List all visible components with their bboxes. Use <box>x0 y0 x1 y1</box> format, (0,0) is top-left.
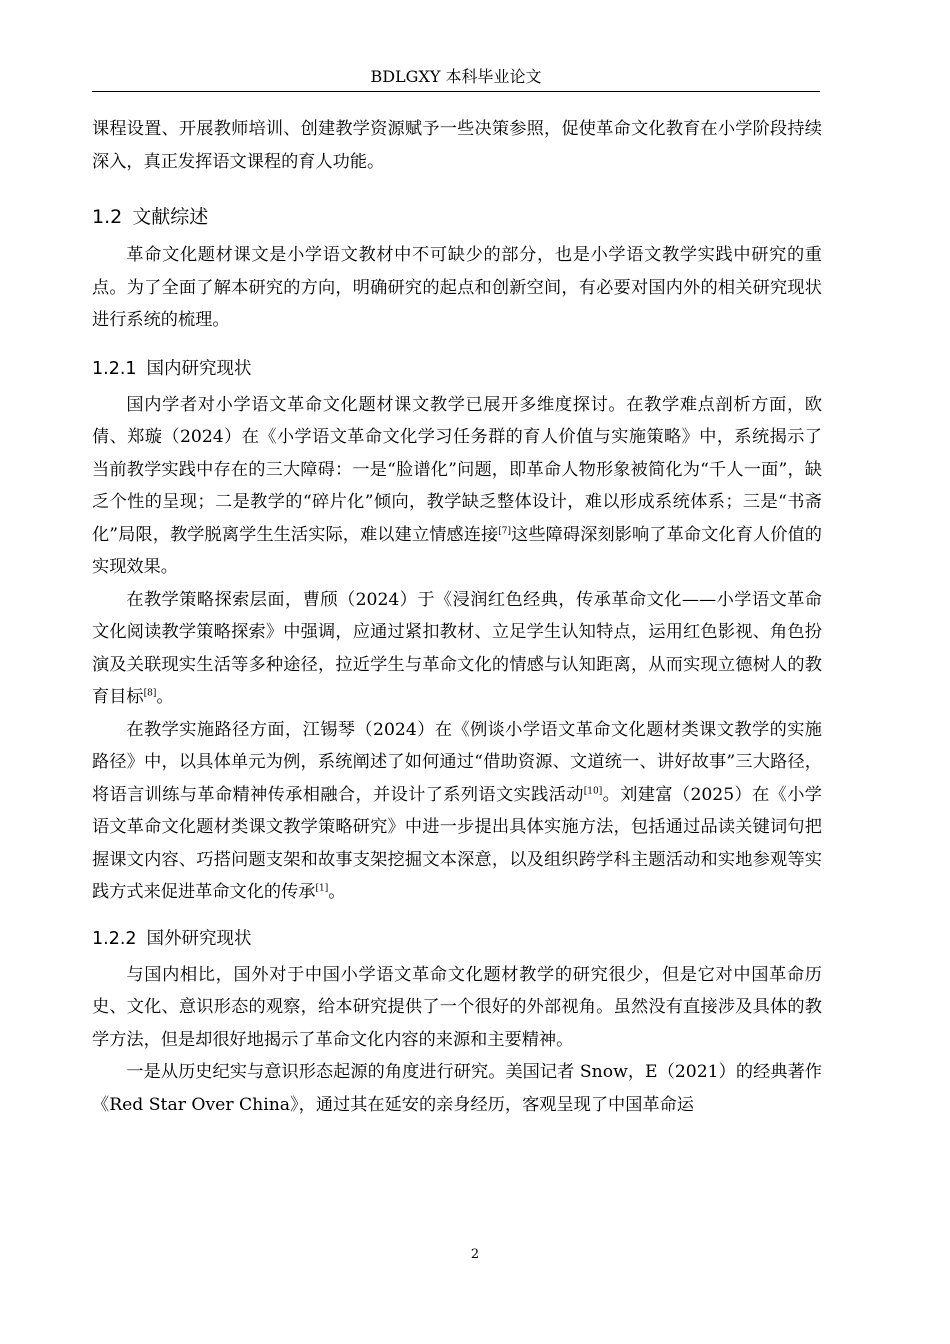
section-heading-1-2-2 <box>92 923 822 955</box>
citation-10: [10] <box>583 785 603 796</box>
paragraph-literature-intro: 革命文化题材课文是小学语文教材中不可缺少的部分，也是小学语文教学实践中研究的重点。为了全面了解本研究的方向，明确研究的起点和创新空间，有必要对国内外的相关研究现状进行系统的梳理。 <box>92 245 822 330</box>
section-number: 1.2 <box>92 206 123 228</box>
paragraph-text: 国内学者对小学语文革命文化题材课文教学已展开多维度探讨。在教学难点剖析方面，欧倩、郑璇（2024）在《小学语文革命文化学习任务群的育人价值与实施策略》中，系统揭示了当前教学实践中存在的三大障碍：一是“脸谱化”问题，即革命人物形象被简化为“千人一面”，缺乏个性的呈现；二是教学的“碎片化”倾向，教学缺乏整体设计，难以形成系统体系；三是“书斋化”局限，教学脱离学生生活实际，难以建立情感连接 <box>92 394 822 545</box>
citation-7: [7] <box>498 525 511 536</box>
paragraph-text: 在教学实施路径方面，江锡琴（2024）在《例谈小学语文革命文化题材类课文教学的实施路径》中，以具体单元为例，系统阐述了如何通过“借助资源、文道统一、讲好故事”三大路径，将语言训练与革命精神传承相融合，并设计了系列语文实践活动 <box>92 719 822 805</box>
paragraph-text: 。 <box>156 687 174 707</box>
section-number: 1.2.2 <box>92 928 137 949</box>
paragraph-intro-continuation: 课程设置、开展教师培训、创建教学资源赋予一些决策参照，促使革命文化教育在小学阶段持续深入，真正发挥语文课程的育人功能。 <box>92 119 822 172</box>
paragraph-text: 这些障碍深刻影响了革命文化育人价值的实现效果。 <box>92 524 822 577</box>
section-title: 国外研究现状 <box>146 928 252 949</box>
section-number: 1.2.1 <box>92 358 137 379</box>
citation-1: [1] <box>315 883 329 894</box>
header-divider <box>92 91 820 92</box>
paragraph-text: 。刘建富（2025）在《小学语文革命文化题材类课文教学策略研究》中进一步提出具体实施方法，包括通过品读关键词句把握课文内容、巧搭问题支架和故事支架挖掘文本深意，以及组织跨学科主题活动和实地参观等实践方式来促进革命文化的传承 <box>92 784 822 902</box>
document-body <box>92 113 822 1121</box>
paragraph-text: 。 <box>328 882 346 902</box>
page-number: 2 <box>470 1247 480 1262</box>
section-title: 国内研究现状 <box>146 358 252 379</box>
section-title: 文献综述 <box>132 206 209 228</box>
page-header: BDLGXY 本科毕业论文 <box>370 67 542 86</box>
citation-8: [8] <box>143 688 157 699</box>
paragraph-domestic-difficulties <box>92 389 822 584</box>
paragraph-foreign-history: 一是从历史纪实与意识形态起源的角度进行研究。美国记者 Snow，E（2021）的经典著作《Red Star Over China》，通过其在延安的亲身经历，客观呈现了中国革命运 <box>92 1062 822 1115</box>
paragraph-domestic-strategies <box>92 584 822 714</box>
paragraph-domestic-paths <box>92 714 822 909</box>
section-heading-1-2 <box>92 201 822 233</box>
section-heading-1-2-1 <box>92 353 822 385</box>
paragraph-foreign-overview: 与国内相比，国外对于中国小学语文革命文化题材教学的研究很少，但是它对中国革命历史、文化、意识形态的观察，给本研究提供了一个很好的外部视角。虽然没有直接涉及具体的教学方法，但是却很好地揭示了革命文化内容的来源和主要精神。 <box>92 964 822 1050</box>
paragraph-text: 在教学策略探索层面，曹颀（2024）于《浸润红色经典，传承革命文化——小学语文革命文化阅读教学策略探索》中强调，应通过紧扣教材、立足学生认知特点，运用红色影视、角色扮演及关联现实生活等多种途径，拉近学生与革命文化的情感与认知距离，从而实现立德树人的教育目标 <box>92 589 822 707</box>
